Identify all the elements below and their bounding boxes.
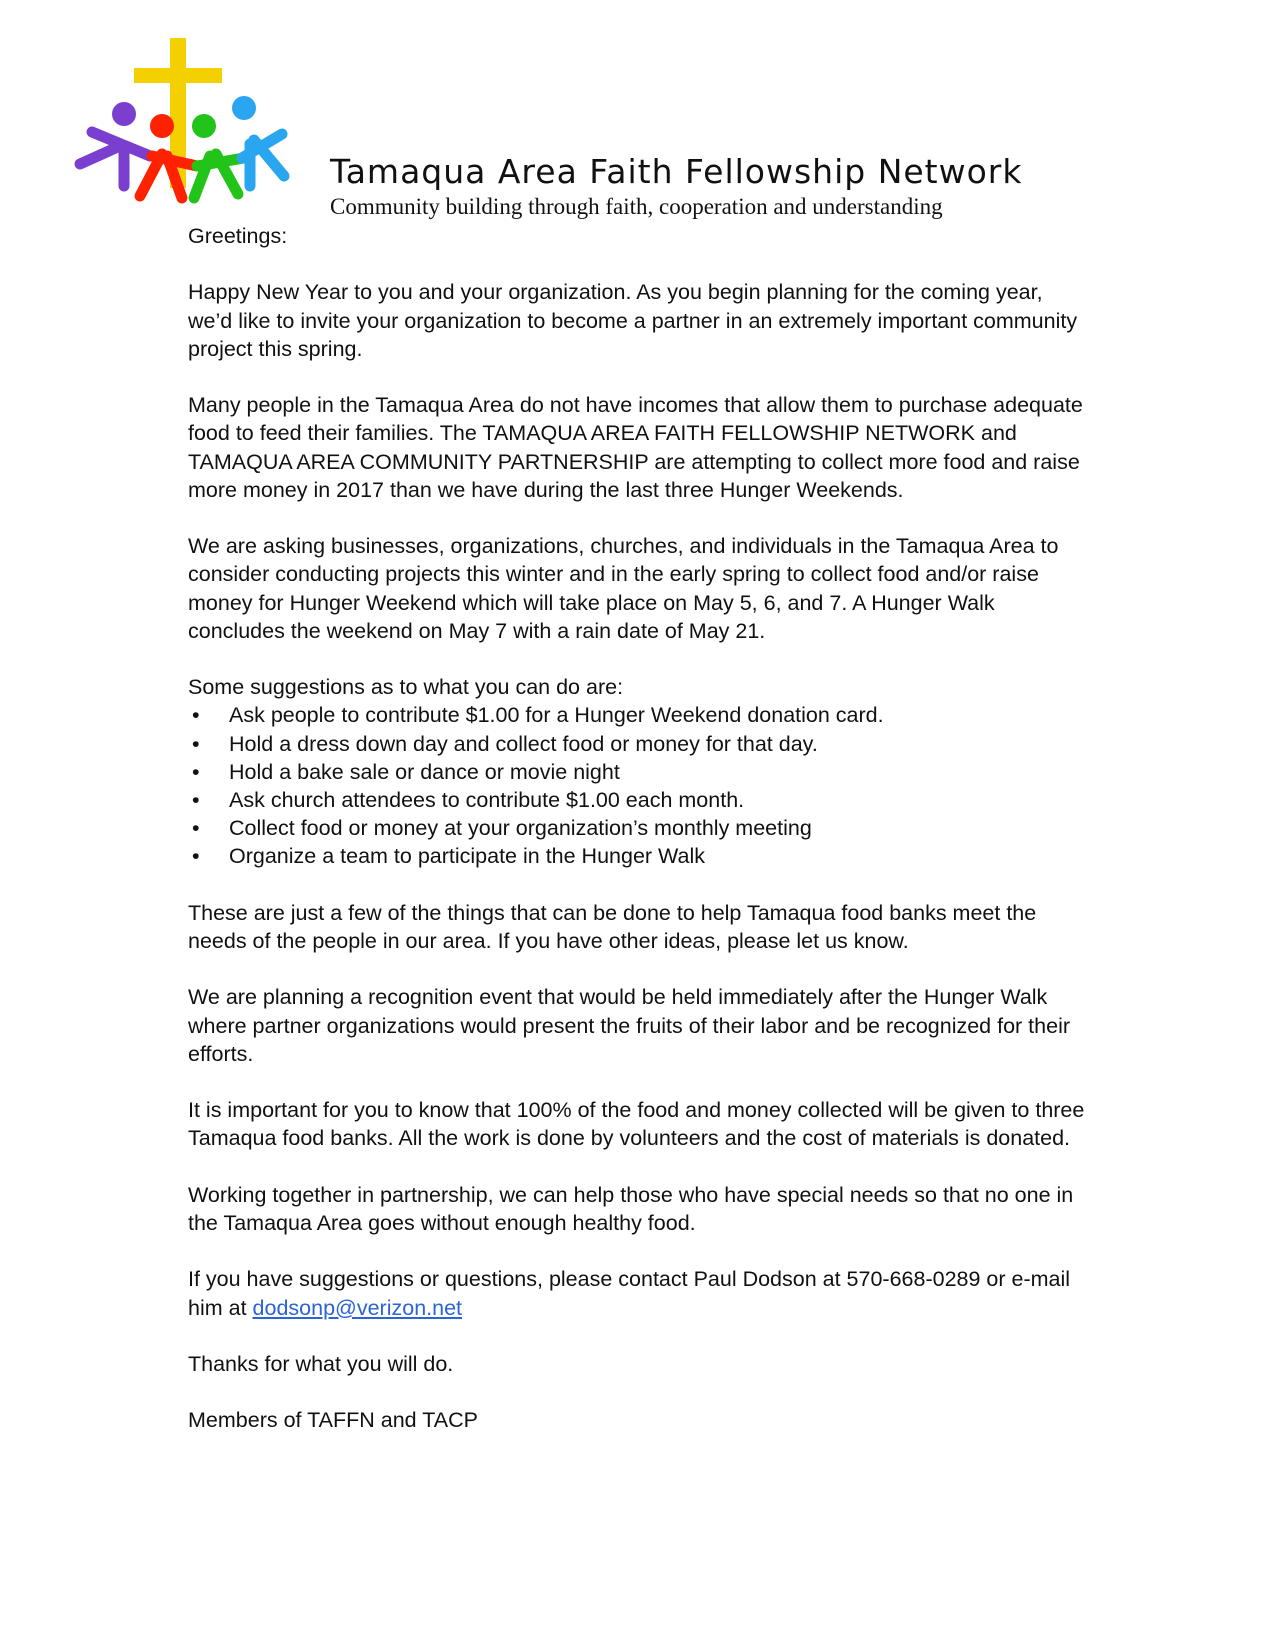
organization-title: Tamaqua Area Faith Fellowship Network — [330, 152, 1023, 191]
contact-text: If you have suggestions or questions, please contact Paul Dodson at 570-668-0289 or e-mail him at — [188, 1267, 1071, 1320]
list-item-text: Collect food or money at your organization’s monthly meeting — [229, 816, 812, 841]
closing: Thanks for what you will do. — [188, 1351, 454, 1376]
signature: Members of TAFFN and TACP — [188, 1408, 478, 1433]
list-item-text: Hold a bake sale or dance or movie night — [229, 759, 620, 784]
list-item-text: Ask people to contribute $1.00 for a Hunger Weekend donation card. — [229, 703, 884, 728]
greeting: Greetings: — [188, 224, 288, 248]
suggestions-heading: Some suggestions as to what you can do are: — [188, 675, 624, 700]
paragraph-other-ideas: These are just a few of the things that can be done to help Tamaqua food banks meet the needs of the people in our area. If you have other ideas, please let us know. — [188, 900, 1037, 953]
list-item-text: Organize a team to participate in the Hunger Walk — [229, 844, 706, 869]
bullet-icon: • — [192, 844, 200, 869]
bullet-icon: • — [192, 703, 200, 728]
paragraph-recognition: We are planning a recognition event that would be held immediately after the Hunger Walk where partner organizations would present the fruits of their labor and be recognized for their efforts. — [188, 985, 1071, 1066]
faith-fellowship-logo — [72, 36, 292, 206]
paragraph-intro: Happy New Year to you and your organization. As you begin planning for the coming year, we’d like to invite your organization to become a partner in an extremely important community project this spring. — [188, 280, 1078, 361]
purple-figure-icon — [80, 102, 150, 186]
paragraph-need: Many people in the Tamaqua Area do not have incomes that allow them to purchase adequate food to feed their families. The TAMAQUA AREA FAITH FELLOWSHIP NETWORK and TAMAQUA AREA COMMUNITY PARTNERSHIP are attempting to collect more food and raise more money in 2017 than we have during the last three Hunger Weekends. — [188, 393, 1083, 502]
list-item — [188, 758, 1088, 786]
bullet-icon: • — [192, 816, 200, 841]
bullet-icon: • — [192, 759, 200, 784]
green-figure-icon — [192, 114, 244, 198]
list-item — [188, 842, 1088, 870]
list-item-text: Hold a dress down day and collect food or money for that day. — [229, 731, 818, 756]
list-item — [188, 814, 1088, 842]
blue-figure-icon — [232, 96, 284, 186]
list-item — [188, 701, 1088, 729]
paragraph-request: We are asking businesses, organizations, churches, and individuals in the Tamaqua Area to consider conducting projects this winter and in the early spring to collect food and/or raise money for Hunger Weekend which will take place on May 5, 6, and 7. A Hunger Walk concludes the weekend on May 7 with a rain date of May 21. — [188, 534, 1059, 643]
paragraph-partnership: Working together in partnership, we can help those who have special needs so that no one in the Tamaqua Area goes without enough healthy food. — [188, 1182, 1074, 1235]
bullet-icon: • — [192, 788, 200, 812]
list-item — [188, 786, 1088, 814]
email-link[interactable]: dodsonp@verizon.net — [252, 1295, 463, 1320]
list-item-text: Ask church attendees to contribute $1.00 each month. — [229, 788, 745, 812]
red-figure-icon — [140, 114, 197, 198]
paragraph-donations: It is important for you to know that 100% of the food and money collected will be given to three Tamaqua food banks. All the work is done by volunteers and the cost of materials is donated. — [188, 1098, 1085, 1151]
list-item — [188, 730, 1088, 758]
letter-body — [188, 222, 1088, 1463]
organization-tagline: Community building through faith, cooperation and understanding — [330, 194, 943, 219]
suggestions-list — [188, 701, 1088, 870]
bullet-icon: • — [192, 731, 200, 756]
paragraph-contact — [188, 1265, 1088, 1321]
cross-icon-horizontal — [134, 68, 222, 83]
